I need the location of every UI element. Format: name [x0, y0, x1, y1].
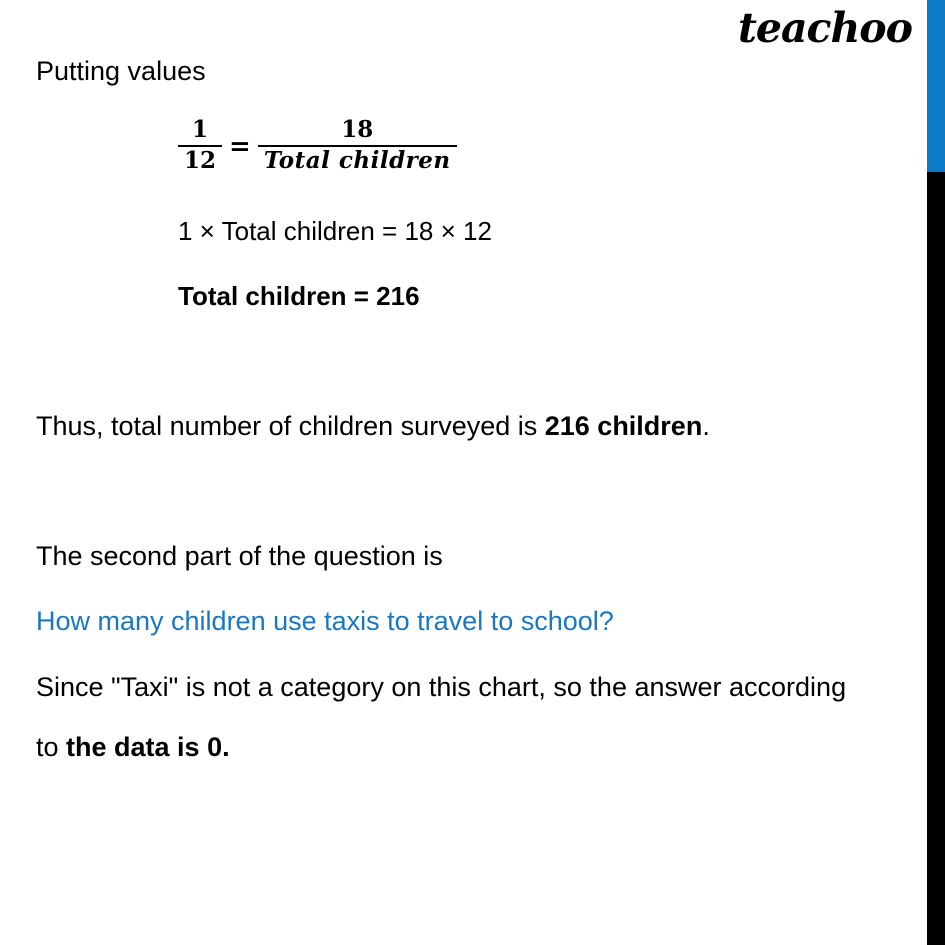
left-fraction-numerator: 1	[192, 116, 209, 143]
right-fraction	[258, 118, 457, 174]
equals-sign: =	[229, 131, 251, 162]
right-edge-blue-bar	[927, 0, 945, 172]
teachoo-logo: teachoo	[737, 4, 912, 52]
second-part-intro: The second part of the question is	[36, 541, 443, 571]
right-fraction-numerator: 18	[341, 116, 374, 143]
fraction-equation	[178, 118, 457, 174]
conclusion-bold: 216 children	[544, 411, 703, 441]
question-text: How many children use taxis to travel to school?	[36, 606, 614, 636]
right-edge-black-bar	[927, 172, 945, 945]
total-children-result: Total children = 216	[178, 281, 420, 311]
explanation-line-2	[36, 730, 230, 764]
left-fraction-denominator: 12	[178, 145, 222, 174]
explanation-line-1: Since "Taxi" is not a category on this chart, so the answer according	[36, 672, 847, 702]
cross-multiply-line: 1 × Total children = 18 × 12	[178, 216, 492, 246]
conclusion-line	[36, 409, 710, 443]
explanation-prefix: to	[36, 732, 67, 762]
left-fraction	[178, 118, 222, 174]
conclusion-prefix: Thus, total number of children surveyed is	[36, 411, 545, 441]
explanation-bold: the data is 0.	[66, 732, 230, 762]
putting-values-heading: Putting values	[36, 56, 206, 86]
right-fraction-denominator: Total children	[258, 145, 457, 174]
conclusion-suffix: .	[702, 411, 710, 441]
